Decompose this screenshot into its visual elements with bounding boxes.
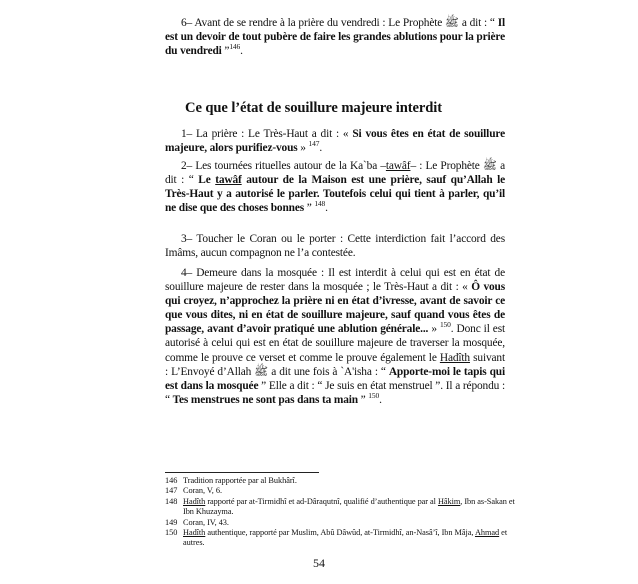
punctuation: . <box>319 142 323 155</box>
quote-close: » <box>297 142 309 155</box>
quote-close: ” <box>304 202 315 215</box>
footnote-text: Tradition rapportée par al Bukhârî. <box>183 476 297 485</box>
footnote-ref-146[interactable]: 146 <box>229 42 241 52</box>
term-hadith: Hadîth <box>439 351 470 364</box>
quote-close: » <box>428 323 440 336</box>
punctuation: . <box>325 202 328 215</box>
page-number: 54 <box>313 556 325 570</box>
paragraph-text: . Donc il est autorisé à celui qui est en état de souillure majeure de traverser la mosquée, comme le prouve ce verset et comme le prouve également le <box>165 323 505 364</box>
footnote-number: 146 <box>165 476 178 485</box>
paragraph-text: 2– Les tournées rituelles autour de la Ka`ba – <box>181 160 386 172</box>
paragraph-text: 4– Demeure dans la mosquée : Il est interdit à celui qui est en état de souillure majeure de rester dans la mosquée ; le Très-Haut a dit : « <box>165 267 505 294</box>
hadith-quote: Apporte-moi le tapis qui est dans la mosquée <box>165 365 506 392</box>
footnote-text: et autres. <box>183 528 508 548</box>
footnote-ref-148[interactable]: 148 <box>314 199 326 209</box>
footnote-150 <box>165 528 515 549</box>
footnote-number: 149 <box>165 517 178 527</box>
footnote-text: , Ibn as-Sakan et Ibn Khuzayma. <box>183 496 515 517</box>
paragraph-text: ” Elle a dit : “ Je suis en état menstruel ”. Il a répondu : “ <box>165 379 506 406</box>
footnote-text: rapporté par at-Tirmidhî et ad-Dâraqutnî, qualifié d’authentique par al <box>205 496 438 506</box>
quote-close: ” <box>221 45 230 58</box>
paragraph-quran-touch: 3– Toucher le Coran ou le porter : Cette interdiction fait l’accord des Imâms, aucun compagnon ne l’a contestée. <box>165 233 505 260</box>
term-hadith: Hadîth <box>183 496 206 506</box>
footnotes <box>165 476 515 549</box>
punctuation: . <box>240 45 243 58</box>
footnote-text: Coran, IV, 43. <box>183 517 229 527</box>
hadith-quote: autour de la Maison est une prière, sauf qu’Allah le Très-Haut y a autorisé le parler. Toutefois celui qui tient à parler, qu’il ne dise que des choses bonnes <box>165 174 506 215</box>
footnote-146 <box>165 476 515 486</box>
paragraph-text: – : Le Prophète ﷺ a dit : “ <box>165 160 505 187</box>
paragraph-mosque <box>165 266 505 407</box>
term-tawaf: tawâf <box>215 174 242 187</box>
footnote-149 <box>165 518 515 528</box>
quran-quote: Si vous êtes en état de souillure majeure, alors purifiez-vous <box>165 128 505 155</box>
paragraph-friday-prayer <box>165 16 505 58</box>
hadith-quote: Tes menstrues ne sont pas dans ta main <box>172 393 358 406</box>
footnote-148 <box>165 497 515 518</box>
term-tawaf: tawâf <box>385 160 411 172</box>
footnote-number: 150 <box>165 528 178 538</box>
quran-quote: Ô vous qui croyez, n’approchez la prière ni en état d’ivresse, avant de savoir ce que vous dites, ni en état de souillure majeure, sauf quand vous êtes de passage, avant d’avoir pratiqué une ablution générale... <box>165 281 505 336</box>
term-ahmad: Ahmad <box>474 528 500 538</box>
footnote-number: 147 <box>165 486 178 496</box>
quote-close: ” <box>357 393 369 406</box>
term-hadith: Hadîth <box>183 528 206 538</box>
paragraph-text: 6– Avant de se rendre à la prière du vendredi : Le Prophète ﷺ a dit : “ <box>181 17 498 29</box>
hadith-quote: Le <box>198 174 216 187</box>
hadith-quote: Il est un devoir de tout pubère de faire les grandes ablutions pour la prière du vendredi <box>165 17 506 58</box>
footnote-147 <box>165 486 515 496</box>
paragraph-tawaf <box>165 159 505 215</box>
term-hakim: Hâkim <box>437 496 461 506</box>
section-heading: Ce que l’état de souillure majeure interdit <box>185 100 442 116</box>
paragraph-text: 1– La prière : Le Très-Haut a dit : « <box>181 128 353 140</box>
paragraph-prayer <box>165 127 505 155</box>
footnote-text: Coran, V, 6. <box>183 486 222 496</box>
footnote-ref-149[interactable]: 150 <box>439 320 451 330</box>
footnote-text: authentique, rapporté par Muslim, Abû Dâwûd, at-Tirmidhî, an-Nasâ’î, Ibn Mâja, <box>205 528 475 538</box>
paragraph-text: suivant : L’Envoyé d’Allah ﷺ a dit une fois à `A'isha : “ <box>165 351 505 378</box>
footnote-separator <box>165 472 319 473</box>
punctuation: . <box>379 393 382 406</box>
footnote-ref-150[interactable]: 150 <box>368 391 380 401</box>
footnote-number: 148 <box>165 496 178 506</box>
footnote-ref-147[interactable]: 147 <box>308 139 320 149</box>
